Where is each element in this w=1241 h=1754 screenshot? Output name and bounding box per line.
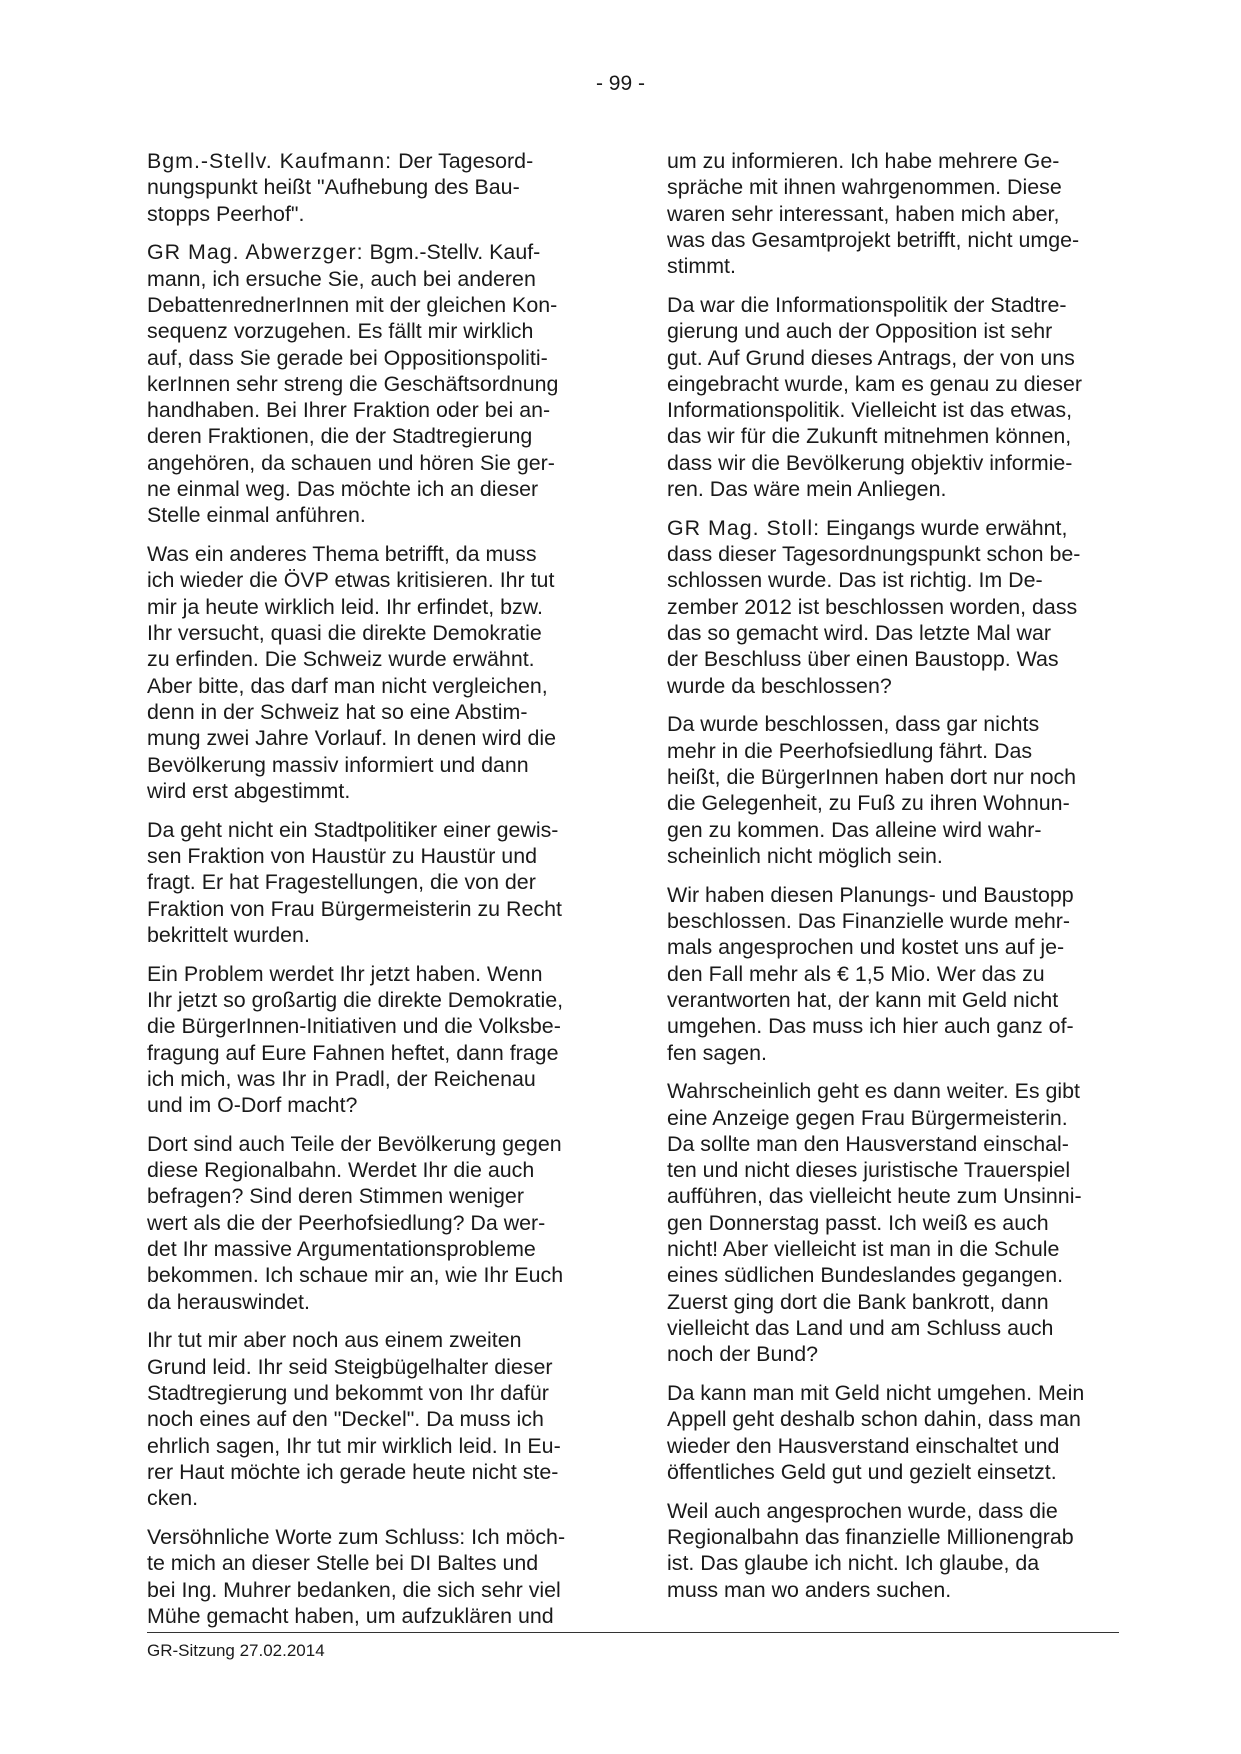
text-line: verantworten hat, der kann mit Geld nicht [667, 987, 1059, 1012]
speaker-name: Bgm.-Stellv. Kaufmann: [147, 149, 393, 173]
text-line: denn in der Schweiz hat so eine Abstim- [147, 699, 528, 724]
text-line: da herauswindet. [147, 1289, 310, 1314]
text-line: mir ja heute wirklich leid. Ihr erfindet, bzw. [147, 594, 543, 619]
text-line: die BürgerInnen-Initiativen und die Volksbe- [147, 1014, 561, 1039]
paragraph [667, 1078, 1119, 1367]
text-line: Appell geht deshalb schon dahin, dass man [667, 1407, 1081, 1432]
text-line: mann, ich ersuche Sie, auch bei anderen [147, 266, 536, 291]
text-line: Bevölkerung massiv informiert und dann [147, 752, 529, 777]
text-line: wird erst abgestimmt. [147, 778, 351, 803]
text-line: Wir haben diesen Planungs- und Baustopp [667, 882, 1074, 907]
text-line: Zuerst ging dort die Bank bankrott, dann [667, 1289, 1049, 1314]
text-line: das so gemacht wird. Das letzte Mal war [667, 621, 1051, 646]
text-line: gen zu kommen. Das alleine wird wahr- [667, 817, 1042, 842]
text-line: kerInnen sehr streng die Geschäftsordnung [147, 371, 559, 396]
text-line: wurde da beschlossen? [667, 673, 892, 698]
text-line: fen sagen. [667, 1040, 767, 1065]
paragraph [667, 292, 1119, 502]
text-line: ich mich, was Ihr in Pradl, der Reichenau [147, 1066, 536, 1091]
text-line: fragung auf Eure Fahnen heftet, dann frage [147, 1040, 559, 1065]
text-line: rer Haut möchte ich gerade heute nicht ste- [147, 1459, 559, 1484]
paragraph [147, 1524, 599, 1629]
text-line: mals angesprochen und kostet uns auf je- [667, 935, 1065, 960]
text-line: dass dieser Tagesordnungspunkt schon be- [667, 542, 1081, 567]
text-line: die Gelegenheit, zu Fuß zu ihren Wohnun- [667, 791, 1070, 816]
text-line: heißt, die BürgerInnen haben dort nur noch [667, 765, 1077, 790]
text-line: eine Anzeige gegen Frau Bürgermeisterin. [667, 1105, 1068, 1130]
text-line: den Fall mehr als € 1,5 Mio. Wer das zu [667, 961, 1045, 986]
text-line: Da sollte man den Hausverstand einschal- [667, 1131, 1069, 1156]
text-line: ich wieder die ÖVP etwas kritisieren. Ihr tut [147, 568, 555, 593]
text-line: stimmt. [667, 254, 736, 279]
text-line: wieder den Hausverstand einschaltet und [667, 1433, 1060, 1458]
text-line: was das Gesamtprojekt betrifft, nicht umge- [667, 227, 1080, 252]
paragraph [667, 711, 1119, 869]
text-line: diese Regionalbahn. Werdet Ihr die auch [147, 1158, 535, 1183]
text-line: befragen? Sind deren Stimmen weniger [147, 1184, 524, 1209]
footer-divider [147, 1632, 1119, 1633]
paragraph [147, 239, 599, 528]
text-line: Versöhnliche Worte zum Schluss: Ich möch- [147, 1525, 566, 1550]
text-line: gen Donnerstag passt. Ich weiß es auch [667, 1210, 1049, 1235]
paragraph [667, 515, 1119, 699]
text-line: eines südlichen Bundeslandes gegangen. [667, 1263, 1064, 1288]
text-line: scheinlich nicht möglich sein. [667, 843, 943, 868]
right-column [667, 148, 1119, 1615]
text-line: nungspunkt heißt "Aufhebung des Bau- [147, 175, 520, 200]
speaker-name: GR Mag. Stoll: [667, 515, 821, 540]
text-line: angehören, da schauen und hören Sie ger- [147, 450, 555, 475]
text-line: gierung und auch der Opposition ist sehr [667, 319, 1053, 344]
text-line: handhaben. Bei Ihrer Fraktion oder bei an- [147, 398, 551, 423]
text-line: Informationspolitik. Vielleicht ist das etwas, [667, 398, 1073, 423]
left-column [147, 148, 599, 1642]
paragraph [147, 961, 599, 1119]
text-line: zu erfinden. Die Schweiz wurde erwähnt. [147, 647, 535, 672]
text-line: Mühe gemacht haben, um aufzuklären und [147, 1603, 554, 1628]
text-line: noch der Bund? [667, 1342, 819, 1367]
speaker-name: GR Mag. Abwerzger: [147, 240, 364, 265]
text-line: nicht! Aber vielleicht ist man in die Schule [667, 1237, 1060, 1262]
text-line: ren. Das wäre mein Anliegen. [667, 477, 947, 502]
paragraph [147, 817, 599, 948]
text-line: Regionalbahn das finanzielle Millionengrab [667, 1525, 1074, 1550]
text-line: um zu informieren. Ich habe mehrere Ge- [667, 149, 1060, 173]
text-line: bekrittelt wurden. [147, 922, 310, 947]
text-line: sequenz vorzugehen. Es fällt mir wirklich [147, 319, 534, 344]
text-line: Da kann man mit Geld nicht umgehen. Mein [667, 1381, 1085, 1406]
text-line: bekommen. Ich schaue mir an, wie Ihr Euch [147, 1263, 564, 1288]
text-line: Da geht nicht ein Stadtpolitiker einer gewis- [147, 817, 559, 842]
paragraph [667, 1380, 1119, 1485]
text-line: ehrlich sagen, Ihr tut mir wirklich leid. In Eu- [147, 1433, 561, 1458]
text-line: das wir für die Zukunft mitnehmen können, [667, 424, 1072, 449]
text-line: Da war die Informationspolitik der Stadtre- [667, 292, 1067, 317]
text-line: Was ein anderes Thema betrifft, da muss [147, 542, 537, 567]
paragraph [667, 148, 1119, 279]
text-line: Stadtregierung und bekommt von Ihr dafür [147, 1381, 549, 1406]
footer-session-date: GR-Sitzung 27.02.2014 [147, 1641, 325, 1660]
text-line: umgehen. Das muss ich hier auch ganz of- [667, 1014, 1074, 1039]
text-line: Der Tagesord- [398, 149, 534, 173]
text-line: Ihr tut mir aber noch aus einem zweiten [147, 1328, 522, 1353]
text-line: Fraktion von Frau Bürgermeisterin zu Recht [147, 896, 562, 921]
text-line: gut. Auf Grund dieses Antrags, der von uns [667, 345, 1075, 370]
text-line: spräche mit ihnen wahrgenommen. Diese [667, 175, 1062, 200]
text-line: Dort sind auch Teile der Bevölkerung gegen [147, 1131, 562, 1156]
text-line: der Beschluss über einen Baustopp. Was [667, 647, 1059, 672]
paragraph [667, 1498, 1119, 1603]
text-line: Ein Problem werdet Ihr jetzt haben. Wenn [147, 961, 543, 986]
text-line: Aber bitte, das darf man nicht vergleichen, [147, 673, 548, 698]
text-line: stopps Peerhof". [147, 201, 305, 226]
page-number: - 99 - [595, 72, 645, 95]
text-line: DebattenrednerInnen mit der gleichen Kon- [147, 292, 558, 317]
text-line: te mich an dieser Stelle bei DI Baltes und [147, 1551, 539, 1576]
text-line: Weil auch angesprochen wurde, dass die [667, 1498, 1058, 1523]
text-line: schlossen wurde. Das ist richtig. Im De- [667, 568, 1043, 593]
text-line: muss man wo anders suchen. [667, 1577, 952, 1602]
text-line: vielleicht das Land und am Schluss auch [667, 1315, 1054, 1340]
text-line: mehr in die Peerhofsiedlung fährt. Das [667, 738, 1033, 763]
text-line: Grund leid. Ihr seid Steigbügelhalter dieser [147, 1354, 553, 1379]
text-line: Da wurde beschlossen, dass gar nichts [667, 712, 1040, 737]
text-line: deren Fraktionen, die der Stadtregierung [147, 424, 533, 449]
text-line: Eingangs wurde erwähnt, [826, 515, 1068, 540]
text-line: Bgm.-Stellv. Kauf- [369, 240, 541, 265]
paragraph [147, 541, 599, 804]
paragraph [667, 882, 1119, 1066]
text-line: Stelle einmal anführen. [147, 503, 366, 528]
text-line: auf, dass Sie gerade bei Oppositionspoliti- [147, 345, 548, 370]
text-line: und im O-Dorf macht? [147, 1093, 358, 1118]
text-line: det Ihr massive Argumentationsprobleme [147, 1237, 536, 1262]
text-line: waren sehr interessant, haben mich aber, [667, 201, 1060, 226]
text-line: noch eines auf den "Deckel". Da muss ich [147, 1407, 544, 1432]
text-line: dass wir die Bevölkerung objektiv informie- [667, 450, 1073, 475]
text-line: bei Ing. Muhrer bedanken, die sich sehr viel [147, 1577, 561, 1602]
text-line: Wahrscheinlich geht es dann weiter. Es gibt [667, 1079, 1080, 1104]
text-line: fragt. Er hat Fragestellungen, die von der [147, 870, 536, 895]
text-line: mung zwei Jahre Vorlauf. In denen wird die [147, 726, 557, 751]
text-line: Ihr versucht, quasi die direkte Demokratie [147, 621, 542, 646]
text-line: aufführen, das vielleicht heute zum Unsinni- [667, 1184, 1082, 1209]
text-line: zember 2012 ist beschlossen worden, dass [667, 594, 1078, 619]
text-line: Ihr jetzt so großartig die direkte Demokratie, [147, 987, 564, 1012]
text-line: beschlossen. Das Finanzielle wurde mehr- [667, 909, 1071, 934]
text-line: cken. [147, 1486, 199, 1511]
paragraph [147, 1327, 599, 1511]
text-line: ist. Das glaube ich nicht. Ich glaube, da [667, 1551, 1040, 1576]
text-line: ten und nicht dieses juristische Trauerspiel [667, 1158, 1071, 1183]
text-line: wert als die der Peerhofsiedlung? Da wer- [147, 1210, 546, 1235]
paragraph [147, 148, 599, 227]
text-line: öffentliches Geld gut und gezielt einsetzt. [667, 1459, 1057, 1484]
text-line: eingebracht wurde, kam es genau zu dieser [667, 371, 1082, 396]
text-line: ne einmal weg. Das möchte ich an dieser [147, 477, 539, 502]
text-line: sen Fraktion von Haustür zu Haustür und [147, 843, 537, 868]
paragraph [147, 1131, 599, 1315]
